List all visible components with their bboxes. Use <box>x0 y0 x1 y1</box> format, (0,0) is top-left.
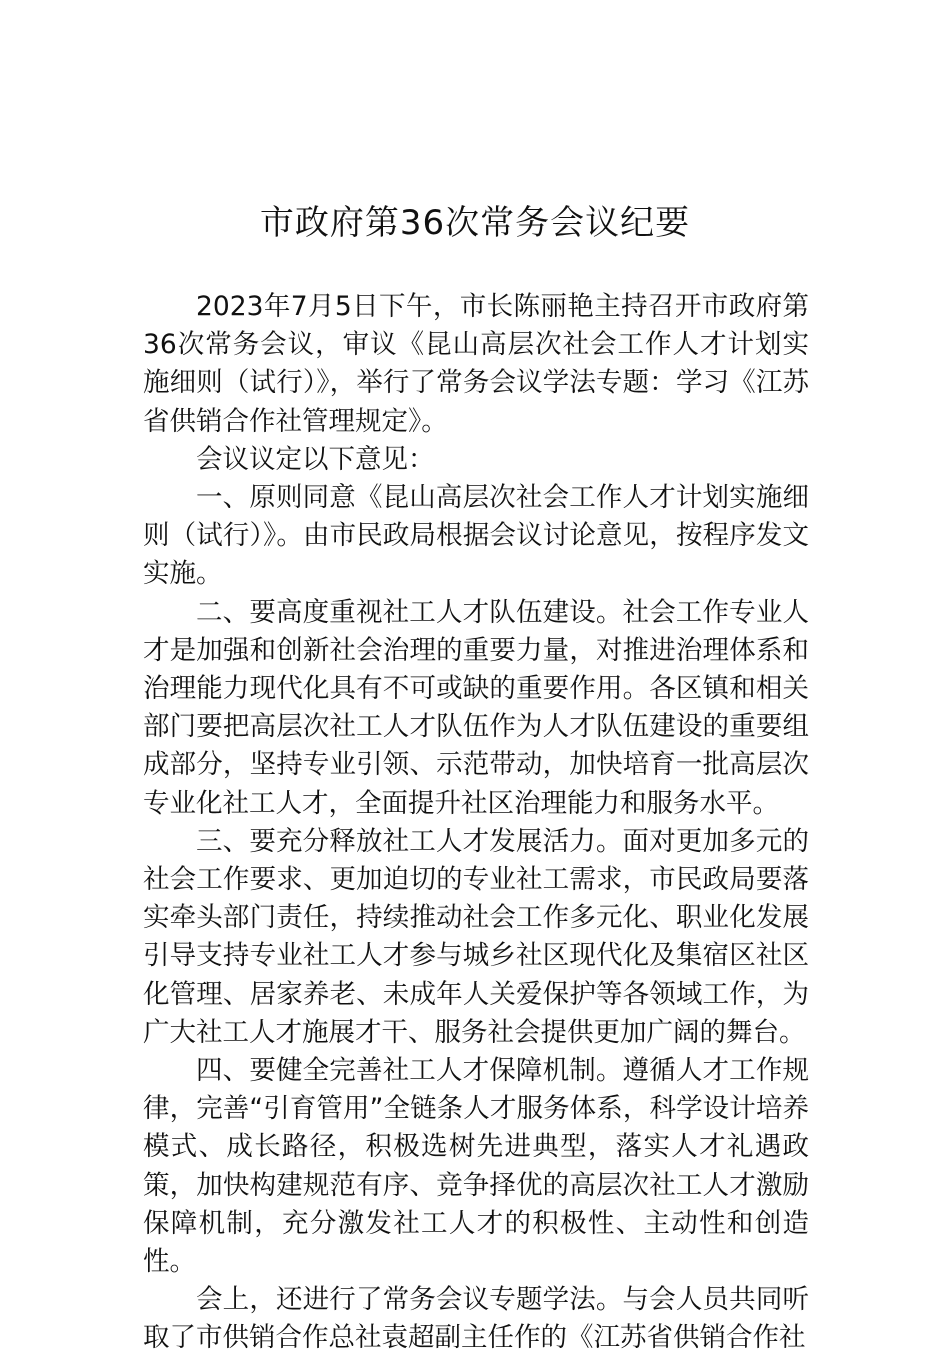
document-body <box>143 288 809 1358</box>
document-title: 市政府第36次常务会议纪要 <box>259 203 691 243</box>
paragraph-item-2: 二、要高度重视社工人才队伍建设。社会工作专业人才是加强和创新社会治理的重要力量，对推进治理体系和治理能力现代化具有不可或缺的重要作用。各区镇和相关部门要把高层次社工人才队伍作为人才队伍建设的重要组成部分，坚持专业引领、示范带动，加快培育一批高层次专业化社工人才，全面提升社区治理能力和服务水平。 <box>143 596 809 819</box>
paragraph-item-1: 一、原则同意《昆山高层次社会工作人才计划实施细则（试行）》。由市民政局根据会议讨论意见，按程序发文实施。 <box>143 482 809 590</box>
paragraph-resolutions-heading: 会议议定以下意见： <box>196 443 435 475</box>
paragraph-intro: 2023年7月5日下午，市长陈丽艳主持召开市政府第36次常务会议，审议《昆山高层次社会工作人才计划实施细则（试行）》，举行了常务会议学法专题：学习《江苏省供销合作社管理规定》。 <box>143 291 809 437</box>
paragraph-item-4: 四、要健全完善社工人才保障机制。遵循人才工作规律，完善“引育管用”全链条人才服务体系，科学设计培养模式、成长路径，积极选树先进典型，落实人才礼遇政策，加快构建规范有序、竞争择优的高层次社工人才激励保障机制，充分激发社工人才的积极性、主动性和创造性。 <box>143 1055 809 1278</box>
paragraph-law-study: 会上，还进行了常务会议专题学法。与会人员共同听取了市供销合作总社袁超副主任作的《江苏省供销合作社 <box>143 1284 809 1354</box>
paragraph-item-3: 三、要充分释放社工人才发展活力。面对更加多元的社会工作要求、更加迫切的专业社工需求，市民政局要落实牵头部门责任，持续推动社会工作多元化、职业化发展引导支持专业社工人才参与城乡社区现代化及集宿区社区化管理、居家养老、未成年人关爱保护等各领域工作，为广大社工人才施展才干、服务社会提供更加广阔的舞台。 <box>143 825 809 1048</box>
